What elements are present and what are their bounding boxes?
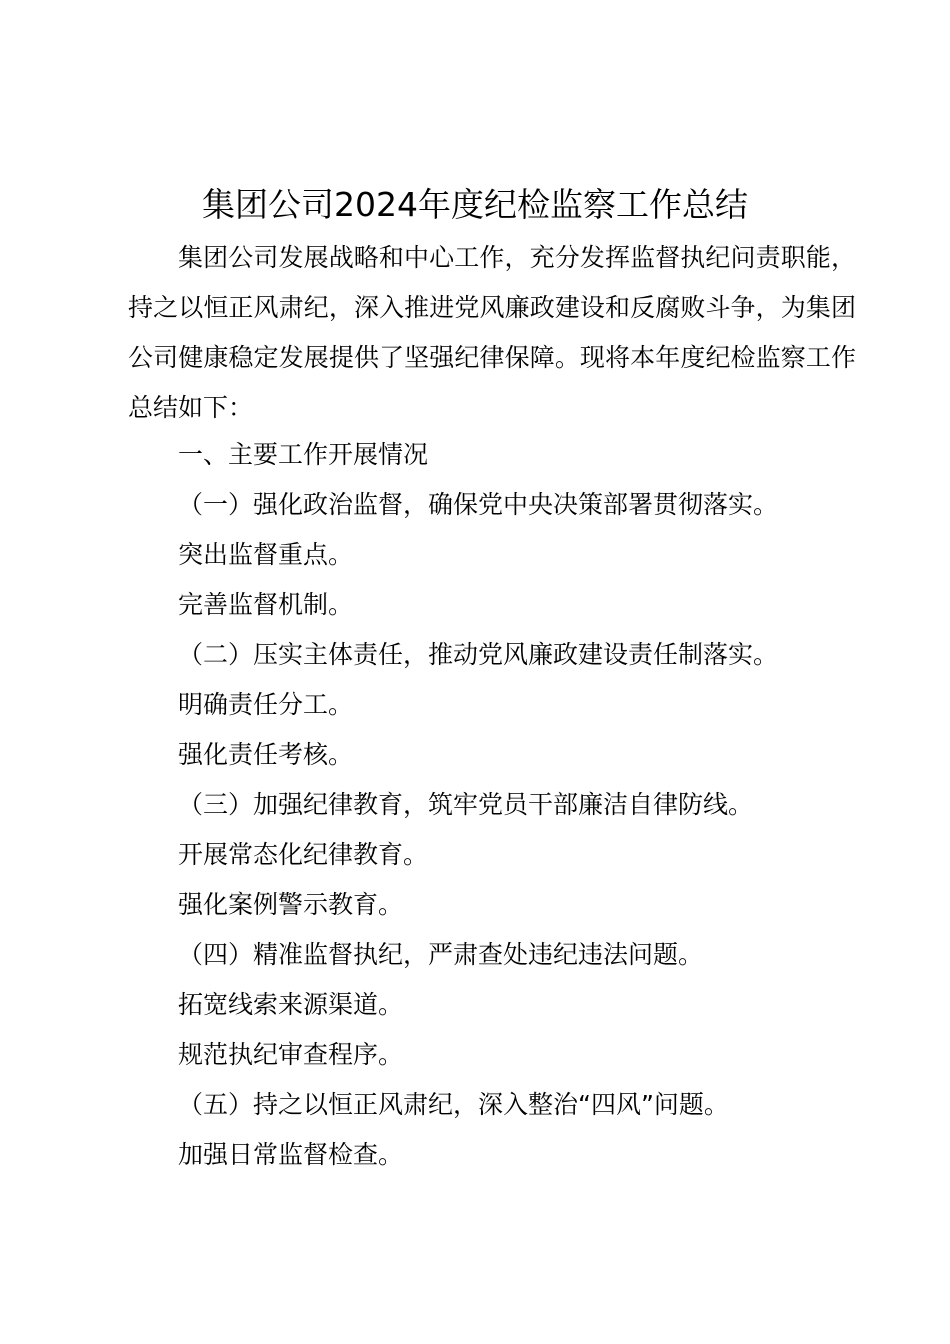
list-item: 突出监督重点。: [178, 540, 354, 569]
subsection-heading-3: （三）加强纪律教育，筑牢党员干部廉洁自律防线。: [178, 790, 754, 819]
list-item: 完善监督机制。: [178, 590, 354, 619]
list-item: 强化案例警示教育。: [178, 890, 404, 919]
list-item: 明确责任分工。: [178, 690, 354, 719]
list-item: 加强日常监督检查。: [178, 1140, 404, 1169]
subsection-heading-4: （四）精准监督执纪，严肃查处违纪违法问题。: [178, 940, 704, 969]
list-item: 规范执纪审查程序。: [178, 1040, 404, 1069]
list-item: 强化责任考核。: [178, 740, 354, 769]
list-item: 开展常态化纪律教育。: [178, 840, 429, 869]
section-heading-main-work: 一、主要工作开展情况: [178, 440, 429, 469]
list-item: 拓宽线索来源渠道。: [178, 990, 404, 1019]
intro-paragraph: 集团公司发展战略和中心工作，充分发挥监督执纪问责职能，持之以恒正风肃纪，深入推进党风廉政建设和反腐败斗争，为集团公司健康稳定发展提供了坚强纪律保障。现将本年度纪检监察工作总结如下：: [128, 243, 856, 422]
subsection-heading-2: （二）压实主体责任，推动党风廉政建设责任制落实。: [178, 640, 779, 669]
subsection-heading-5: （五）持之以恒正风肃纪，深入整治“四风”问题。: [178, 1090, 729, 1119]
document-title: 集团公司2024年度纪检监察工作总结: [202, 185, 748, 224]
subsection-heading-1: （一）强化政治监督，确保党中央决策部署贯彻落实。: [178, 490, 779, 519]
